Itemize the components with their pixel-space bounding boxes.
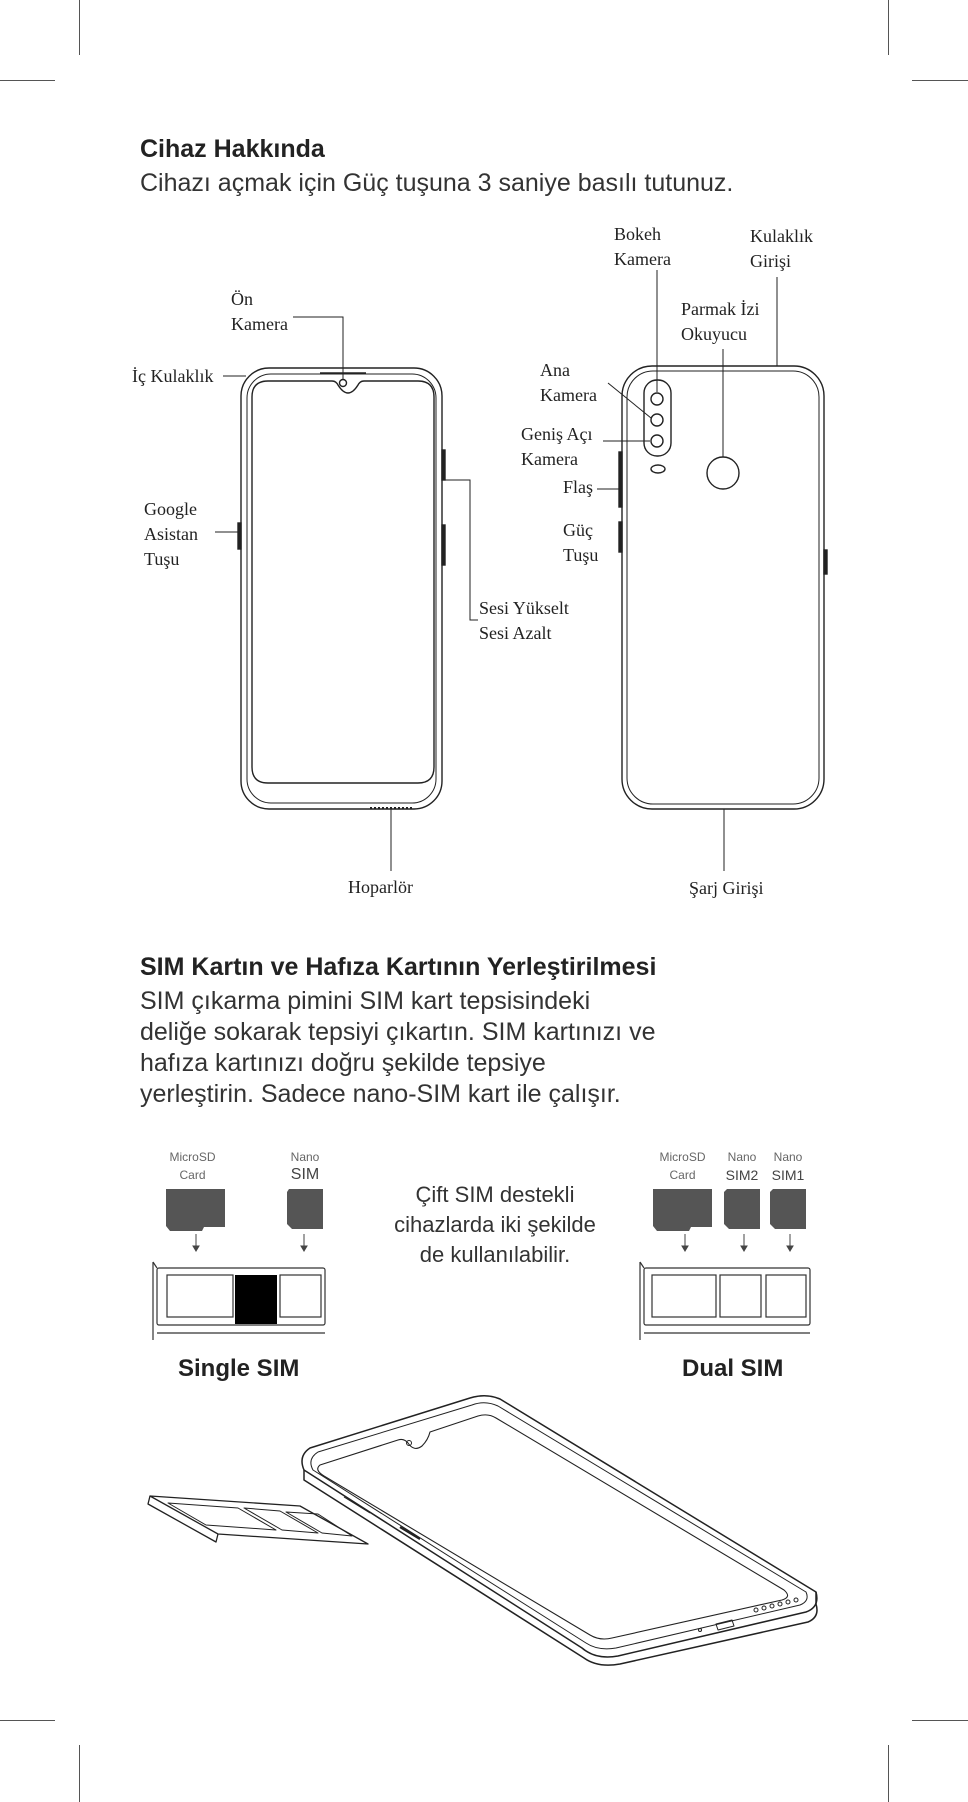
flash-led <box>651 465 665 473</box>
dual-tray <box>644 1268 810 1325</box>
front-camera-dot <box>340 380 347 387</box>
fingerprint-sensor <box>707 457 739 489</box>
crop-mark-bottom-right-h <box>912 1720 968 1721</box>
dual-microsd-label: MicroSD Card <box>659 1150 706 1182</box>
crop-mark-top-right-h <box>912 80 968 81</box>
section-sim-title: SIM Kartın ve Hafıza Kartının Yerleştirilmesi <box>140 953 657 981</box>
back-side-key-upper <box>619 452 622 507</box>
front-volume-key-right <box>442 525 445 565</box>
crop-mark-top-left-v <box>79 0 80 55</box>
front-power-key-right <box>442 450 445 480</box>
dual-nano2-sim-icon <box>724 1189 760 1229</box>
dual-nano1-sim-icon <box>770 1189 806 1229</box>
crop-mark-top-right-v <box>888 0 889 55</box>
dual-nano1-label: Nano SIM1 <box>771 1150 805 1183</box>
label-charging-port: Şarj Girişi <box>689 878 764 898</box>
single-tray-nano-slot <box>235 1275 277 1324</box>
back-phone-bezel <box>627 371 819 804</box>
angled-phone-body <box>302 1396 817 1657</box>
crop-mark-top-left-h <box>0 80 55 81</box>
back-phone-body <box>622 366 824 809</box>
single-microsd-label: MicroSD Card <box>169 1150 216 1182</box>
section-about-title: Cihaz Hakkında <box>140 135 325 163</box>
label-front-camera: Ön Kamera <box>231 289 288 334</box>
dual-sim-note: Çift SIM destekli cihazlarda iki şekilde de kullanılabilir. <box>394 1182 596 1267</box>
single-microsd-card-icon <box>166 1189 225 1231</box>
label-flash: Flaş <box>563 477 594 497</box>
angled-phone-screen <box>318 1415 788 1639</box>
main-camera-lens <box>651 393 663 405</box>
crop-mark-bottom-left-h <box>0 1720 55 1721</box>
dual-sim-caption: Dual SIM <box>682 1355 784 1382</box>
label-volume: Sesi Yükselt Sesi Azalt <box>479 598 569 643</box>
front-phone-body <box>241 368 442 809</box>
label-power-key: Güç Tuşu <box>563 520 599 565</box>
label-headphone-jack: Kulaklık Girişi <box>750 226 813 271</box>
camera-module <box>644 380 671 456</box>
single-tray <box>157 1268 325 1325</box>
ejected-sim-tray <box>150 1496 368 1544</box>
back-side-key-lower <box>619 522 622 552</box>
label-google-assistant: Google Asistan Tuşu <box>144 499 198 569</box>
label-earpiece: İç Kulaklık <box>132 366 214 386</box>
label-main-camera: Ana Kamera <box>540 360 597 405</box>
label-wide-camera: Geniş Açı Kamera <box>521 424 593 469</box>
single-nano-sim-icon <box>287 1189 323 1229</box>
assistant-key <box>238 523 241 549</box>
section-sim-body: SIM çıkarma pimini SIM kart tepsisindeki deliğe sokarak tepsiyi çıkartın. SIM kartınızı ve hafıza kartınızı doğru şekilde tepsiye yerleştirin. Sadece nano-SIM kart ile çalışır. <box>140 987 656 1108</box>
dual-nano2-label: Nano SIM2 <box>725 1150 759 1183</box>
single-sim-caption: Single SIM <box>178 1355 300 1382</box>
wide-camera-lens <box>651 435 663 447</box>
front-phone-bezel <box>247 374 436 803</box>
label-bokeh-camera: Bokeh Kamera <box>614 224 671 269</box>
section-about-subtitle: Cihazı açmak için Güç tuşuna 3 saniye basılı tutunuz. <box>140 169 734 197</box>
bokeh-camera-lens <box>651 414 663 426</box>
crop-mark-bottom-left-v <box>79 1745 80 1802</box>
label-fingerprint: Parmak İzi Okuyucu <box>681 299 760 344</box>
label-speaker: Hoparlör <box>348 877 413 897</box>
dual-microsd-card-icon <box>653 1189 712 1231</box>
crop-mark-bottom-right-v <box>888 1745 889 1802</box>
front-phone-screen <box>252 381 434 783</box>
single-nano-label: Nano SIM <box>290 1150 320 1183</box>
back-right-key <box>824 550 827 574</box>
